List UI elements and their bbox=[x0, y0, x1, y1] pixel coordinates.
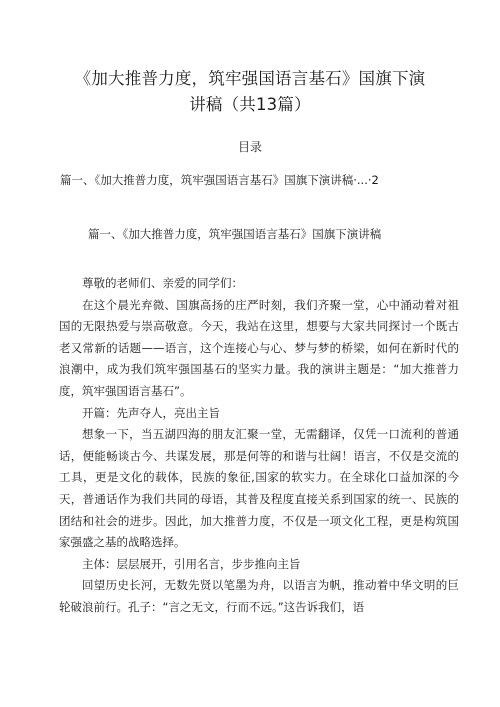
speech-body bbox=[59, 273, 459, 619]
document-title-line-1: 《加大推普力度，筑牢强国语言基石》国旗下演 bbox=[74, 69, 426, 88]
document-title bbox=[40, 66, 460, 118]
section-heading: 篇一、《加大推普力度，筑牢强国语言基石》国旗下演讲稿 bbox=[88, 227, 382, 241]
intro-paragraph: 在这个晨光弃微、国旗高扬的庄严时刻，我们齐聚一堂，心中涌动着对祖国的无限热爱与崇高敬意。今天，我站在这里，想要与大家共同探讨一个既古老又常新的话题——语言，这个连接心与心、梦与梦的桥梁，如何在新时代的浪潮中，成为我们筑牢强国基石的坚实力量。我的演讲主题是：“加大推普力度，筑牢强国语言基石”。 bbox=[59, 297, 459, 398]
toc-entry[interactable]: 篇一、《加大推普力度，筑牢强国语言基石》国旗下演讲稿·...·2 bbox=[60, 173, 379, 187]
opening-paragraph: 想象一下，当五湖四海的朋友汇聚一堂，无需翻译，仅凭一口流利的普通话，便能畅谈古今、共谋发展，那是何等的和谐与壮阔！语言，不仅是交流的工具，更是文化的载体，民族的象征,国家的软实力。在全球化口益加深的今天，普通话作为我们共同的母语，其普及程度直接关系到国家的统一、民族的团结和社会的进步。因此，加大推普力度，不仅是一项文化工程，更是构筑国家强盛之基的战略选择。 bbox=[59, 427, 459, 550]
salutation-paragraph: 尊敬的老师们、亲爱的同学们： bbox=[82, 276, 243, 290]
opening-subheading: 开篇：先声夺人，亮出主旨 bbox=[82, 405, 220, 420]
document-title-line-2: 讲稿（共13篇） bbox=[189, 95, 311, 114]
toc-heading: 目录 bbox=[237, 140, 262, 154]
main-body-subheading: 主体：层层展开，引用名言，步步推向主旨 bbox=[82, 556, 301, 571]
main-body-paragraph: 回望历史长河，无数先贤以笔墨为舟，以语言为帆，推动着中华文明的巨轮破浪前行。孔子：“言之无文，行而不远。”这告诉我们，语 bbox=[59, 578, 459, 614]
